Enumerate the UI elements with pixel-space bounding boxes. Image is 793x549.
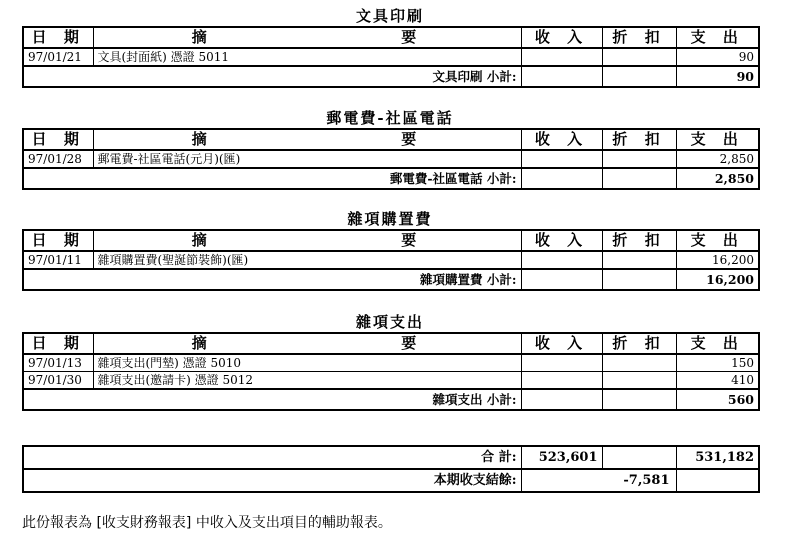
row-desc: 郵電費-社區電話(元月)(匯)	[93, 150, 521, 168]
header-date: 日 期	[23, 129, 93, 150]
row-income	[521, 48, 602, 66]
subtotal-expense: 560	[676, 389, 759, 410]
header-date: 日 期	[23, 230, 93, 251]
subtotal-label: 郵電費-社區電話 小計:	[23, 168, 521, 189]
section-purchases	[22, 209, 758, 291]
table-row	[23, 251, 759, 269]
ledger-table	[22, 332, 760, 411]
section-title: 雜項購置費	[347, 210, 433, 228]
header-date: 日 期	[23, 27, 93, 48]
header-expense: 支 出	[676, 27, 759, 48]
header-desc: 摘 要	[93, 333, 521, 354]
table-row	[23, 354, 759, 372]
footnote: 此份報表為 [收支財務報表] 中收入及支出項目的輔助報表。	[22, 515, 392, 531]
subtotal-expense: 16,200	[676, 269, 759, 290]
header-discount: 折 扣	[602, 27, 676, 48]
row-desc: 文具(封面紙) 憑證 5011	[93, 48, 521, 66]
total-row	[23, 446, 759, 469]
row-discount	[602, 48, 676, 66]
ledger-table	[22, 229, 760, 291]
subtotal-income	[521, 269, 602, 290]
row-date: 97/01/21	[23, 48, 93, 66]
row-expense: 150	[676, 354, 759, 372]
header-desc: 摘 要	[93, 230, 521, 251]
header-row	[23, 333, 759, 354]
header-desc: 摘 要	[93, 27, 521, 48]
row-expense: 410	[676, 372, 759, 390]
header-expense: 支 出	[676, 129, 759, 150]
section-misc	[22, 312, 758, 411]
header-discount: 折 扣	[602, 230, 676, 251]
ledger-table	[22, 128, 760, 190]
row-discount	[602, 150, 676, 168]
header-income: 收 入	[521, 129, 602, 150]
total-label: 合 計:	[23, 446, 521, 469]
subtotal-row	[23, 66, 759, 87]
header-income: 收 入	[521, 230, 602, 251]
balance-empty	[676, 469, 759, 492]
table-row	[23, 48, 759, 66]
balance-value: -7,581	[521, 469, 676, 492]
balance-label: 本期收支結餘:	[23, 469, 521, 492]
table-row	[23, 150, 759, 168]
row-date: 97/01/30	[23, 372, 93, 390]
section-title: 郵電費-社區電話	[326, 109, 454, 127]
section-telecom	[22, 108, 758, 190]
total-income: 523,601	[521, 446, 602, 469]
row-date: 97/01/13	[23, 354, 93, 372]
header-row	[23, 129, 759, 150]
row-desc: 雜項支出(邀請卡) 憑證 5012	[93, 372, 521, 390]
header-desc: 摘 要	[93, 129, 521, 150]
subtotal-discount	[602, 168, 676, 189]
header-income: 收 入	[521, 333, 602, 354]
row-income	[521, 354, 602, 372]
row-desc: 雜項支出(門墊) 憑證 5010	[93, 354, 521, 372]
row-income	[521, 150, 602, 168]
row-date: 97/01/11	[23, 251, 93, 269]
subtotal-label: 雜項支出 小計:	[23, 389, 521, 410]
header-row	[23, 230, 759, 251]
header-date: 日 期	[23, 333, 93, 354]
row-discount	[602, 251, 676, 269]
subtotal-income	[521, 168, 602, 189]
row-income	[521, 251, 602, 269]
row-date: 97/01/28	[23, 150, 93, 168]
subtotal-row	[23, 269, 759, 290]
subtotal-income	[521, 66, 602, 87]
header-income: 收 入	[521, 27, 602, 48]
subtotal-expense: 2,850	[676, 168, 759, 189]
total-expense: 531,182	[676, 446, 759, 469]
subtotal-label: 文具印刷 小計:	[23, 66, 521, 87]
subtotal-label: 雜項購置費 小計:	[23, 269, 521, 290]
subtotal-discount	[602, 389, 676, 410]
subtotal-discount	[602, 269, 676, 290]
row-expense: 16,200	[676, 251, 759, 269]
subtotal-income	[521, 389, 602, 410]
total-discount	[602, 446, 676, 469]
header-row	[23, 27, 759, 48]
header-expense: 支 出	[676, 230, 759, 251]
table-row	[23, 372, 759, 390]
section-title: 雜項支出	[355, 313, 424, 331]
section-title: 文具印刷	[355, 7, 424, 25]
row-desc: 雜項購置費(聖誕節裝飾)(匯)	[93, 251, 521, 269]
subtotal-expense: 90	[676, 66, 759, 87]
summary-section	[22, 445, 758, 493]
header-discount: 折 扣	[602, 129, 676, 150]
subtotal-row	[23, 168, 759, 189]
subtotal-discount	[602, 66, 676, 87]
row-discount	[602, 372, 676, 390]
ledger-table	[22, 26, 760, 88]
summary-table	[22, 445, 760, 493]
header-discount: 折 扣	[602, 333, 676, 354]
row-expense: 2,850	[676, 150, 759, 168]
header-expense: 支 出	[676, 333, 759, 354]
subtotal-row	[23, 389, 759, 410]
row-discount	[602, 354, 676, 372]
row-income	[521, 372, 602, 390]
balance-row	[23, 469, 759, 492]
section-stationery	[22, 6, 758, 88]
row-expense: 90	[676, 48, 759, 66]
